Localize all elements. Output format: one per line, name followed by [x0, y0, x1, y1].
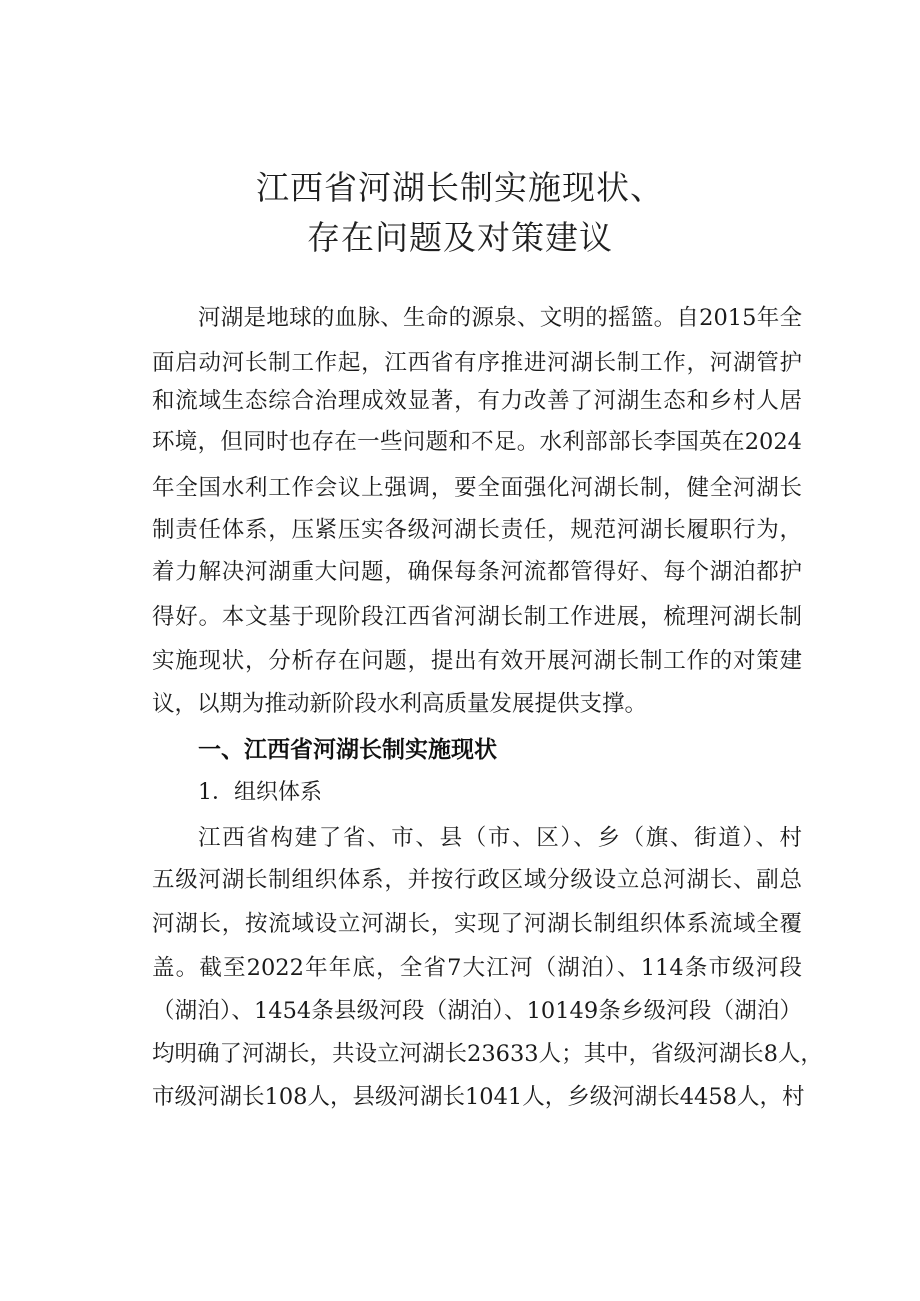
paragraph-line: 河湖长，按流域设立河湖长，实现了河湖长制组织体系流域全覆 — [152, 911, 802, 937]
subsection-heading: 1．组织体系 — [198, 780, 322, 805]
paragraph-line: （湖泊）、1454条县级河段（湖泊）、10149条乡级河段（湖泊） — [152, 998, 802, 1024]
paragraph-line: 五级河湖长制组织体系，并按行政区域分级设立总河湖长、副总 — [152, 867, 802, 893]
paragraph-line: 着力解决河湖重大问题，确保每条河流都管得好、每个湖泊都护 — [152, 559, 802, 585]
paragraph-line: 市级河湖长108人，县级河湖长1041人，乡级河湖长4458人，村 — [152, 1084, 805, 1110]
paragraph-line: 盖。截至2022年年底，全省7大江河（湖泊）、114条市级河段 — [152, 955, 802, 981]
paragraph-line: 和流域生态综合治理成效显著，有力改善了河湖生态和乡村人居 — [152, 388, 802, 414]
paragraph-line: 河湖是地球的血脉、生命的源泉、文明的摇篮。自2015年全 — [198, 305, 802, 331]
paragraph-line: 年全国水利工作会议上强调，要全面强化河湖长制，健全河湖长 — [152, 475, 802, 501]
paragraph-line: 江西省构建了省、市、县（市、区）、乡（旗、街道）、村 — [198, 825, 802, 851]
paragraph-line: 实施现状，分析存在问题，提出有效开展河湖长制工作的对策建 — [152, 648, 802, 674]
paragraph-line: 面启动河长制工作起，江西省有序推进河湖长制工作，河湖管护 — [152, 350, 802, 376]
paragraph-line: 均明确了河湖长，共设立河湖长23633人；其中，省级河湖长8人， — [152, 1041, 823, 1067]
section-heading: 一、江西省河湖长制实施现状 — [198, 737, 497, 763]
document-title-line-1: 江西省河湖长制实施现状、 — [256, 168, 664, 207]
paragraph-line: 环境，但同时也存在一些问题和不足。水利部部长李国英在2024 — [152, 429, 802, 455]
paragraph-line: 议，以期为推动新阶段水利高质量发展提供支撑。 — [152, 691, 648, 717]
paragraph-line: 制责任体系，压紧压实各级河湖长责任，规范河湖长履职行为， — [152, 517, 802, 543]
paragraph-line: 得好。本文基于现阶段江西省河湖长制工作进展，梳理河湖长制 — [152, 604, 802, 630]
document-title-line-2: 存在问题及对策建议 — [307, 218, 613, 257]
